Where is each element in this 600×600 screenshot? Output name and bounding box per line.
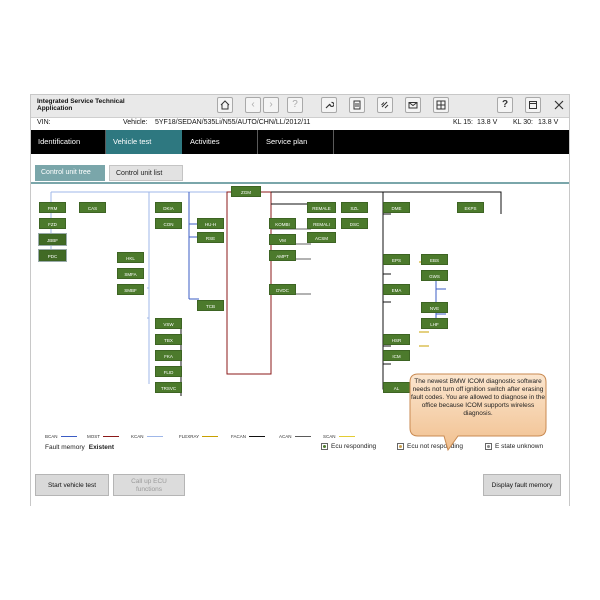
forward-icon[interactable]: › [263, 97, 279, 113]
ecu-pdc[interactable]: PDC [39, 250, 66, 261]
tab-control-unit-tree[interactable]: Control unit tree [35, 165, 105, 181]
ecu-szl[interactable]: SZL [341, 202, 368, 213]
vehicle-info-row [31, 118, 569, 129]
fault-memory-status [45, 444, 114, 451]
fault-memory-value: Existent [88, 444, 115, 451]
status-responding: Ecu responding [321, 443, 376, 450]
ecu-remale[interactable]: REMALE [307, 202, 336, 213]
close-icon[interactable] [551, 97, 567, 113]
app-title: Integrated Service Technical Application [37, 98, 125, 112]
ecu-hsr[interactable]: HSR [383, 334, 410, 345]
ecu-flid[interactable]: FLID [155, 366, 182, 377]
vehicle-value: 5YF18/SEDAN/535Li/N55/AUTO/CHN/LL/2012/11 [155, 119, 311, 126]
ecu-icm[interactable]: ICM [383, 350, 410, 361]
ecu-jbbf[interactable]: JBBF [39, 234, 66, 245]
status-not-responding-icon [397, 443, 404, 450]
title-bar [31, 95, 569, 118]
ecu-vsw[interactable]: VSW [155, 318, 182, 329]
control-unit-tree [31, 182, 569, 509]
ecu-gws[interactable]: GWS [421, 270, 448, 281]
info-callout [408, 372, 548, 444]
ecu-frm[interactable]: FRM [39, 202, 66, 213]
ecu-con[interactable]: CON [155, 218, 182, 229]
ecu-acsm[interactable]: ACSM [307, 232, 336, 243]
window-icon[interactable] [525, 97, 541, 113]
tab-identification[interactable]: Identification [38, 137, 81, 146]
status-unknown: E state unknown [485, 443, 543, 450]
ecu-nve[interactable]: NVE [421, 302, 448, 313]
ecu-ebs[interactable]: EBS [421, 254, 448, 265]
ecu-ekps[interactable]: EKPS [457, 202, 484, 213]
call-up-ecu-functions-button[interactable]: Call up ECU functions [113, 474, 185, 496]
ecu-dkia[interactable]: DKIA [155, 202, 182, 213]
document-icon[interactable] [349, 97, 365, 113]
ecu-kombi[interactable]: KOMBI [269, 218, 296, 229]
kl15-label: KL 15: [453, 119, 473, 126]
tab-control-unit-list[interactable]: Control unit list [109, 165, 183, 181]
ecu-lhf[interactable]: LHF [421, 318, 448, 329]
ecu-eps[interactable]: EPS [383, 254, 410, 265]
tab-service-plan[interactable]: Service plan [266, 137, 308, 146]
status-not-responding: Ecu not responding [397, 443, 463, 450]
main-nav [31, 130, 569, 154]
vin-label: VIN: [37, 119, 51, 126]
legend-flexray: FLEXRAY [179, 434, 218, 439]
ecu-dvdc[interactable]: DVDC [269, 284, 296, 295]
legend-kcan: KCAN [131, 434, 163, 439]
home-icon[interactable] [217, 97, 233, 113]
vehicle-label: Vehicle: [123, 119, 148, 126]
help-icon[interactable]: ? [497, 97, 513, 113]
link-icon[interactable] [377, 97, 393, 113]
callout-text: The newest BMW ICOM diagnostic software needs not turn off ignition switch after erasing fault codes. You are allowed to diagnose in the office because ICOM supports wireless diagnosis. [410, 378, 546, 417]
display-fault-memory-button[interactable]: Display fault memory [483, 474, 561, 496]
grid-icon[interactable] [433, 97, 449, 113]
legend-most: MOST [87, 434, 119, 439]
ecu-ema[interactable]: EMA [383, 284, 410, 295]
ecu-vm[interactable]: VM [269, 234, 296, 245]
wrench-icon[interactable] [321, 97, 337, 113]
ecu-trsvc[interactable]: TRSVC [155, 382, 182, 393]
ecu-fzd[interactable]: FZD [39, 218, 66, 229]
tab-activities[interactable]: Activities [190, 137, 220, 146]
ecu-ampt[interactable]: AMPT [269, 250, 296, 261]
ecu-fka[interactable]: FKA [155, 350, 182, 361]
ecu-cas[interactable]: CAS [79, 202, 106, 213]
nav-separator [257, 130, 258, 154]
ecu-hud[interactable]: HU-H [197, 218, 224, 229]
kl15-value: 13.8 V [477, 119, 498, 126]
start-vehicle-test-button[interactable]: Start vehicle test [35, 474, 109, 496]
ecu-dme[interactable]: DME [383, 202, 410, 213]
help-forward-icon[interactable]: ? [287, 97, 303, 113]
ecu-tcb[interactable]: TCB [197, 300, 224, 311]
ecu-rse[interactable]: RSE [197, 232, 224, 243]
kl30-value: 13.8 V [538, 119, 559, 126]
ecu-smbf[interactable]: SMBF [117, 284, 144, 295]
ecu-tbx[interactable]: TBX [155, 334, 182, 345]
kl30-label: KL 30: [513, 119, 533, 126]
ecu-remali[interactable]: REMALI [307, 218, 336, 229]
legend-scan: SCAN [323, 434, 355, 439]
back-icon[interactable]: ‹ [245, 97, 261, 113]
status-responding-icon [321, 443, 328, 450]
ecu-zgm[interactable]: ZGM [231, 186, 261, 197]
nav-separator [333, 130, 334, 154]
ecu-hkl[interactable]: HKL [117, 252, 144, 263]
ecu-smfa[interactable]: SMFA [117, 268, 144, 279]
legend-bcan: BCAN [45, 434, 77, 439]
ecu-dsc[interactable]: DSC [341, 218, 368, 229]
mail-icon[interactable] [405, 97, 421, 113]
legend-acan: ACAN [279, 434, 311, 439]
tab-vehicle-test[interactable]: Vehicle test [106, 130, 182, 154]
fault-memory-label: Fault memory [45, 444, 85, 451]
legend-facan: FACAN [231, 434, 265, 439]
ecu-al[interactable]: AL [383, 382, 410, 393]
